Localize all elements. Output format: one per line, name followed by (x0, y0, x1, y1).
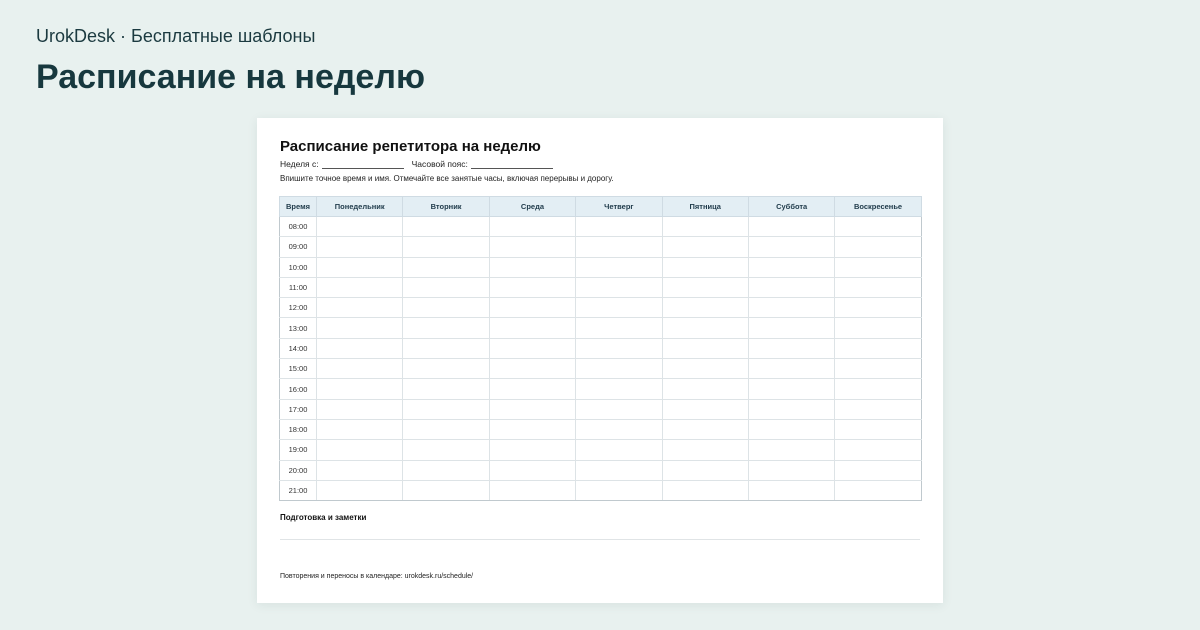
schedule-slot-cell[interactable] (317, 338, 403, 358)
schedule-slot-cell[interactable] (576, 217, 662, 237)
table-row (280, 217, 922, 237)
schedule-slot-cell[interactable] (835, 237, 921, 257)
schedule-slot-cell[interactable] (403, 359, 489, 379)
schedule-slot-cell[interactable] (317, 277, 403, 297)
schedule-slot-cell[interactable] (748, 217, 834, 237)
schedule-slot-cell[interactable] (835, 440, 921, 460)
schedule-slot-cell[interactable] (576, 440, 662, 460)
schedule-slot-cell[interactable] (403, 277, 489, 297)
table-row (280, 480, 922, 500)
schedule-slot-cell[interactable] (576, 257, 662, 277)
schedule-slot-cell[interactable] (403, 338, 489, 358)
schedule-slot-cell[interactable] (662, 460, 748, 480)
schedule-slot-cell[interactable] (489, 399, 575, 419)
schedule-slot-cell[interactable] (403, 480, 489, 500)
schedule-slot-cell[interactable] (835, 338, 921, 358)
schedule-slot-cell[interactable] (317, 379, 403, 399)
schedule-slot-cell[interactable] (748, 440, 834, 460)
schedule-slot-cell[interactable] (489, 277, 575, 297)
page-title: Расписание на неделю (36, 58, 425, 96)
notes-line (280, 539, 920, 540)
schedule-slot-cell[interactable] (576, 338, 662, 358)
schedule-slot-cell[interactable] (317, 298, 403, 318)
schedule-slot-cell[interactable] (748, 318, 834, 338)
schedule-slot-cell[interactable] (317, 440, 403, 460)
schedule-slot-cell[interactable] (662, 440, 748, 460)
schedule-slot-cell[interactable] (576, 237, 662, 257)
time-cell: 17:00 (280, 399, 317, 419)
schedule-slot-cell[interactable] (576, 277, 662, 297)
time-cell: 10:00 (280, 257, 317, 277)
table-row (280, 379, 922, 399)
table-row (280, 399, 922, 419)
schedule-slot-cell[interactable] (662, 359, 748, 379)
schedule-slot-cell[interactable] (748, 257, 834, 277)
time-cell: 15:00 (280, 359, 317, 379)
schedule-slot-cell[interactable] (662, 237, 748, 257)
schedule-slot-cell[interactable] (317, 237, 403, 257)
schedule-slot-cell[interactable] (317, 359, 403, 379)
week-blank-line (322, 159, 404, 169)
schedule-slot-cell[interactable] (748, 419, 834, 439)
schedule-slot-cell[interactable] (317, 257, 403, 277)
column-header-day: Суббота (748, 197, 834, 217)
table-row (280, 318, 922, 338)
time-cell: 18:00 (280, 419, 317, 439)
timezone-label: Часовой пояс: (411, 159, 468, 169)
column-header-day: Воскресенье (835, 197, 921, 217)
schedule-slot-cell[interactable] (662, 419, 748, 439)
column-header-time: Время (280, 197, 317, 217)
schedule-slot-cell[interactable] (489, 298, 575, 318)
schedule-slot-cell[interactable] (835, 480, 921, 500)
schedule-slot-cell[interactable] (403, 440, 489, 460)
schedule-slot-cell[interactable] (748, 359, 834, 379)
schedule-slot-cell[interactable] (835, 379, 921, 399)
schedule-slot-cell[interactable] (403, 460, 489, 480)
schedule-slot-cell[interactable] (748, 460, 834, 480)
schedule-slot-cell[interactable] (489, 237, 575, 257)
schedule-slot-cell[interactable] (317, 480, 403, 500)
schedule-slot-cell[interactable] (662, 480, 748, 500)
table-row (280, 460, 922, 480)
table-row (280, 277, 922, 297)
schedule-slot-cell[interactable] (662, 257, 748, 277)
schedule-slot-cell[interactable] (317, 318, 403, 338)
sheet-title: Расписание репетитора на неделю (280, 138, 541, 155)
time-cell: 11:00 (280, 277, 317, 297)
schedule-slot-cell[interactable] (835, 298, 921, 318)
schedule-slot-cell[interactable] (662, 399, 748, 419)
table-row (280, 298, 922, 318)
schedule-slot-cell[interactable] (662, 379, 748, 399)
schedule-slot-cell[interactable] (662, 338, 748, 358)
time-cell: 08:00 (280, 217, 317, 237)
schedule-slot-cell[interactable] (662, 277, 748, 297)
table-row (280, 338, 922, 358)
schedule-slot-cell[interactable] (403, 419, 489, 439)
schedule-slot-cell[interactable] (576, 419, 662, 439)
schedule-slot-cell[interactable] (489, 359, 575, 379)
schedule-slot-cell[interactable] (662, 217, 748, 237)
time-cell: 20:00 (280, 460, 317, 480)
notes-label: Подготовка и заметки (280, 513, 367, 522)
schedule-slot-cell[interactable] (662, 318, 748, 338)
time-cell: 12:00 (280, 298, 317, 318)
table-header-row (280, 197, 922, 217)
schedule-slot-cell[interactable] (403, 399, 489, 419)
column-header-day: Понедельник (317, 197, 403, 217)
schedule-slot-cell[interactable] (748, 277, 834, 297)
schedule-slot-cell[interactable] (835, 419, 921, 439)
schedule-slot-cell[interactable] (835, 359, 921, 379)
schedule-slot-cell[interactable] (748, 338, 834, 358)
schedule-table (279, 196, 922, 501)
week-label: Неделя с: (280, 159, 319, 169)
time-cell: 13:00 (280, 318, 317, 338)
schedule-slot-cell[interactable] (317, 399, 403, 419)
table-body (280, 217, 922, 501)
meta-line (280, 159, 561, 169)
schedule-slot-cell[interactable] (748, 399, 834, 419)
schedule-slot-cell[interactable] (489, 419, 575, 439)
schedule-slot-cell[interactable] (403, 298, 489, 318)
brand-subtitle: UrokDesk · Бесплатные шаблоны (36, 26, 316, 46)
column-header-day: Среда (489, 197, 575, 217)
schedule-slot-cell[interactable] (317, 217, 403, 237)
schedule-slot-cell[interactable] (489, 338, 575, 358)
schedule-slot-cell[interactable] (403, 379, 489, 399)
schedule-slot-cell[interactable] (489, 460, 575, 480)
schedule-slot-cell[interactable] (403, 217, 489, 237)
schedule-slot-cell[interactable] (835, 460, 921, 480)
table-row (280, 359, 922, 379)
table-row (280, 440, 922, 460)
schedule-slot-cell[interactable] (835, 318, 921, 338)
column-header-day: Вторник (403, 197, 489, 217)
table-row (280, 257, 922, 277)
table-row (280, 419, 922, 439)
schedule-slot-cell[interactable] (835, 277, 921, 297)
schedule-slot-cell[interactable] (835, 217, 921, 237)
footer-note: Повторения и переносы в календаре: urokdesk.ru/schedule/ (280, 573, 474, 580)
schedule-slot-cell[interactable] (403, 318, 489, 338)
time-cell: 19:00 (280, 440, 317, 460)
timezone-blank-line (471, 159, 553, 169)
schedule-slot-cell[interactable] (835, 399, 921, 419)
schedule-slot-cell[interactable] (489, 379, 575, 399)
schedule-slot-cell[interactable] (576, 379, 662, 399)
schedule-slot-cell[interactable] (748, 480, 834, 500)
schedule-slot-cell[interactable] (489, 480, 575, 500)
time-cell: 09:00 (280, 237, 317, 257)
schedule-slot-cell[interactable] (748, 379, 834, 399)
schedule-slot-cell[interactable] (662, 298, 748, 318)
instructions-text: Впишите точное время и имя. Отмечайте все занятые часы, включая перерывы и дорогу. (280, 174, 614, 183)
schedule-slot-cell[interactable] (576, 359, 662, 379)
schedule-slot-cell[interactable] (576, 298, 662, 318)
time-cell: 16:00 (280, 379, 317, 399)
time-cell: 14:00 (280, 338, 317, 358)
schedule-slot-cell[interactable] (835, 257, 921, 277)
schedule-slot-cell[interactable] (489, 440, 575, 460)
schedule-slot-cell[interactable] (489, 257, 575, 277)
schedule-slot-cell[interactable] (403, 257, 489, 277)
table-row (280, 237, 922, 257)
schedule-slot-cell[interactable] (576, 318, 662, 338)
schedule-slot-cell[interactable] (317, 419, 403, 439)
schedule-slot-cell[interactable] (489, 217, 575, 237)
schedule-slot-cell[interactable] (748, 298, 834, 318)
schedule-slot-cell[interactable] (576, 480, 662, 500)
schedule-slot-cell[interactable] (403, 237, 489, 257)
schedule-sheet (257, 118, 943, 603)
schedule-slot-cell[interactable] (576, 460, 662, 480)
schedule-slot-cell[interactable] (576, 399, 662, 419)
schedule-slot-cell[interactable] (489, 318, 575, 338)
time-cell: 21:00 (280, 480, 317, 500)
schedule-slot-cell[interactable] (748, 237, 834, 257)
schedule-slot-cell[interactable] (317, 460, 403, 480)
column-header-day: Четверг (576, 197, 662, 217)
column-header-day: Пятница (662, 197, 748, 217)
